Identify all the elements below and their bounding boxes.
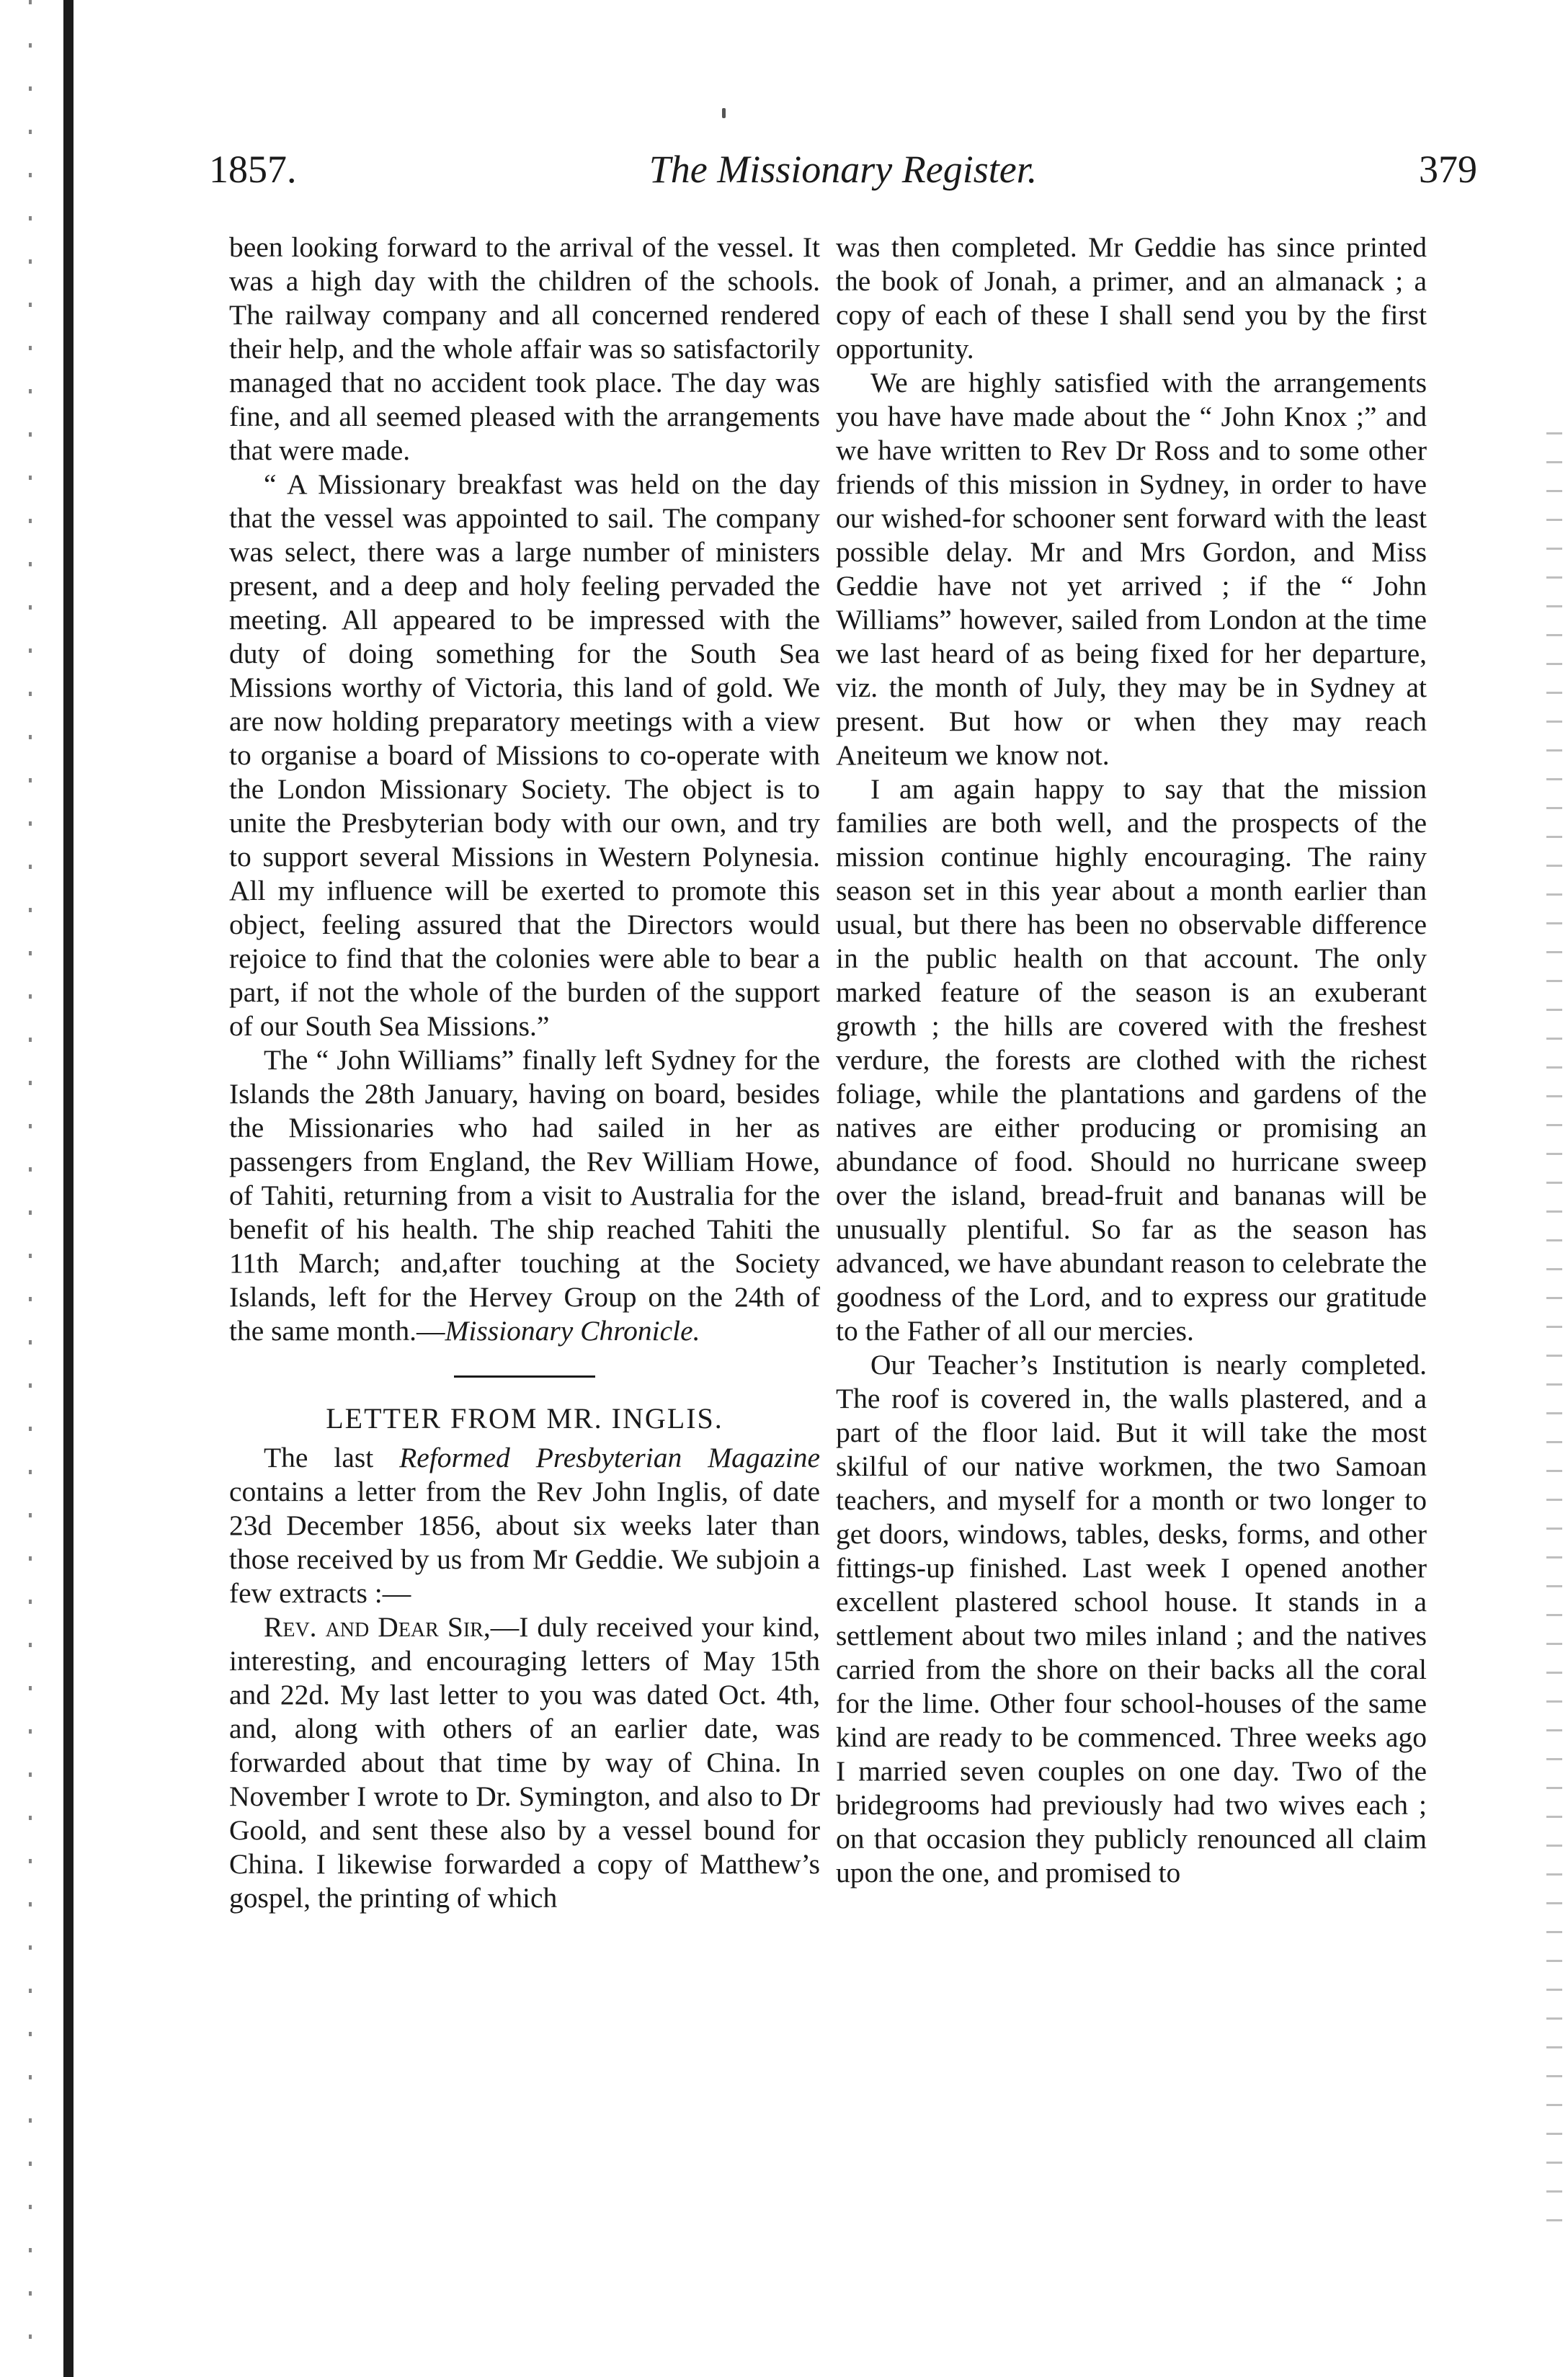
running-header [209,147,1477,205]
left-paragraph-4-intro: The last [264,1442,400,1473]
scan-edge-noise [1546,432,1562,2234]
left-paragraph-2: “ A Missionary breakfast was held on the day that the vessel was appointed to sail. The company was select, there was a large number of ministers present, and a deep and holy feeling pervaded the meeting. All appeared to be impressed with the duty of doing something for the South Sea Missions worthy of Victoria, this land of gold. We are now holding preparatory meetings with a view to organise a board of Missions to co-operate with the London Missionary Society. The object is to unite the Presbyterian body with our own, and try to support several Missions in Western Polynesia. All my influence will be exerted to promote this object, feeling assured that the Directors would rejoice to find that the colonies were able to bear a part, if not the whole of the burden of the support of our South Sea Missions.” [229,468,820,1042]
left-paragraph-5-body: —I duly received your kind, interesting, and encouraging letters of May 15th and 22d. My last letter to you was dated Oct. 4th, and, along with others of an earlier date, was forwarded about that time by way of China. In November I wrote to Dr. Symington, and also to Dr Goold, and sent these also by a vessel bound for China. I likewise forwarded a copy of Matthew’s gospel, the printing of which [229,1611,821,1914]
header-journal-title: The Missionary Register. [649,148,1038,191]
header-page-number: 379 [1419,148,1477,191]
left-paragraph-1: been looking forward to the arrival of the vessel. It was a high day with the children of the schools. The railway company and all concerned rendered their help, and the whole affair was so satisfactorily managed that no accident took place. The day was fine, and all seemed pleased with the arrangements that were made. [229,231,820,466]
left-paragraph-3 [229,1043,820,1348]
left-paragraph-4-magazine: Reformed Presbyterian Magazine [399,1442,820,1473]
left-paragraph-4-rest: contains a letter from the Rev John Inglis, of date 23d December 1856, about six weeks later than those received by us from Mr Geddie. We subjoin a few extracts :— [229,1476,820,1609]
letter-salutation: Rev. and Dear Sir, [264,1611,491,1643]
left-column [229,231,820,1915]
section-divider [454,1375,595,1378]
left-paragraph-3-text: The “ John Williams” finally left Sydney for the Islands the 28th January, having on board, besides the Missionaries who had sailed in her as passengers from England, the Rev William Howe, of Tahiti, returning from a visit to Australia for the benefit of his health. The ship reached Tahiti the 11th March; and,after touching at the Society Islands, left for the Hervey Group on the 24th of the same month.— [229,1044,820,1347]
right-column [836,231,1427,1890]
scan-binding-edge [63,0,74,2377]
header-year: 1857. [209,148,297,191]
left-paragraph-3-source: Missionary Chronicle. [445,1315,700,1347]
right-paragraph-1: was then completed. Mr Geddie has since printed the book of Jonah, a primer, and an almanack ; a copy of each of these I shall send you by the first opportunity. [836,231,1427,365]
section-heading: LETTER FROM MR. INGLIS. [326,1402,723,1435]
scan-binding-specks [29,0,32,2377]
right-paragraph-4: Our Teacher’s Institution is nearly completed. The roof is covered in, the walls plastered, and a part of the floor laid. But it will take the most skilful of our native workmen, the two Samoan teachers, and myself for a month or two longer to get doors, windows, tables, desks, forms, and other fittings-up finished. Last week I opened another excellent plastered school house. It stands in a settlement about two miles inland ; and the natives carried from the shore on their backs all the coral for the lime. Other four school-houses of the same kind are ready to be commenced. Three weeks ago I married seven couples on one day. Two of the bridegrooms had previously had two wives each ; on that occasion they publicly renounced all claim upon the one, and promised to [836,1349,1427,1888]
left-paragraph-4 [229,1441,820,1610]
right-paragraph-3: I am again happy to say that the mission families are both well, and the prospects of the mission continue highly encouraging. The rainy season set in this year about a month earlier than usual, but there has been no observable difference in the public health on that account. The only marked feature of the season is an exuberant growth ; the hills are covered with the freshest verdure, the forests are clothed with the richest foliage, while the plantations and gardens of the natives are either producing or promising an abundance of food. Should no hurricane sweep over the island, bread-fruit and bananas will be unusually plentiful. So far as the season has advanced, we have abundant reason to celebrate the goodness of the Lord, and to express our gratitude to the Father of all our mercies. [836,773,1427,1347]
left-paragraph-5 [229,1610,820,1915]
scan-stray-mark [722,108,726,118]
right-paragraph-2: We are highly satisfied with the arrangements you have have made about the “ John Knox ;” and we have written to Rev Dr Ross and to some other friends of this mission in Sydney, in order to have our wished-for schooner sent forward with the least possible delay. Mr and Mrs Gordon, and Miss Geddie have not yet arrived ; if the “ John Williams” however, sailed from London at the time we last heard of as being fixed for her departure, viz. the month of July, they may be in Sydney at present. But how or when they may reach Aneiteum we know not. [836,367,1427,771]
